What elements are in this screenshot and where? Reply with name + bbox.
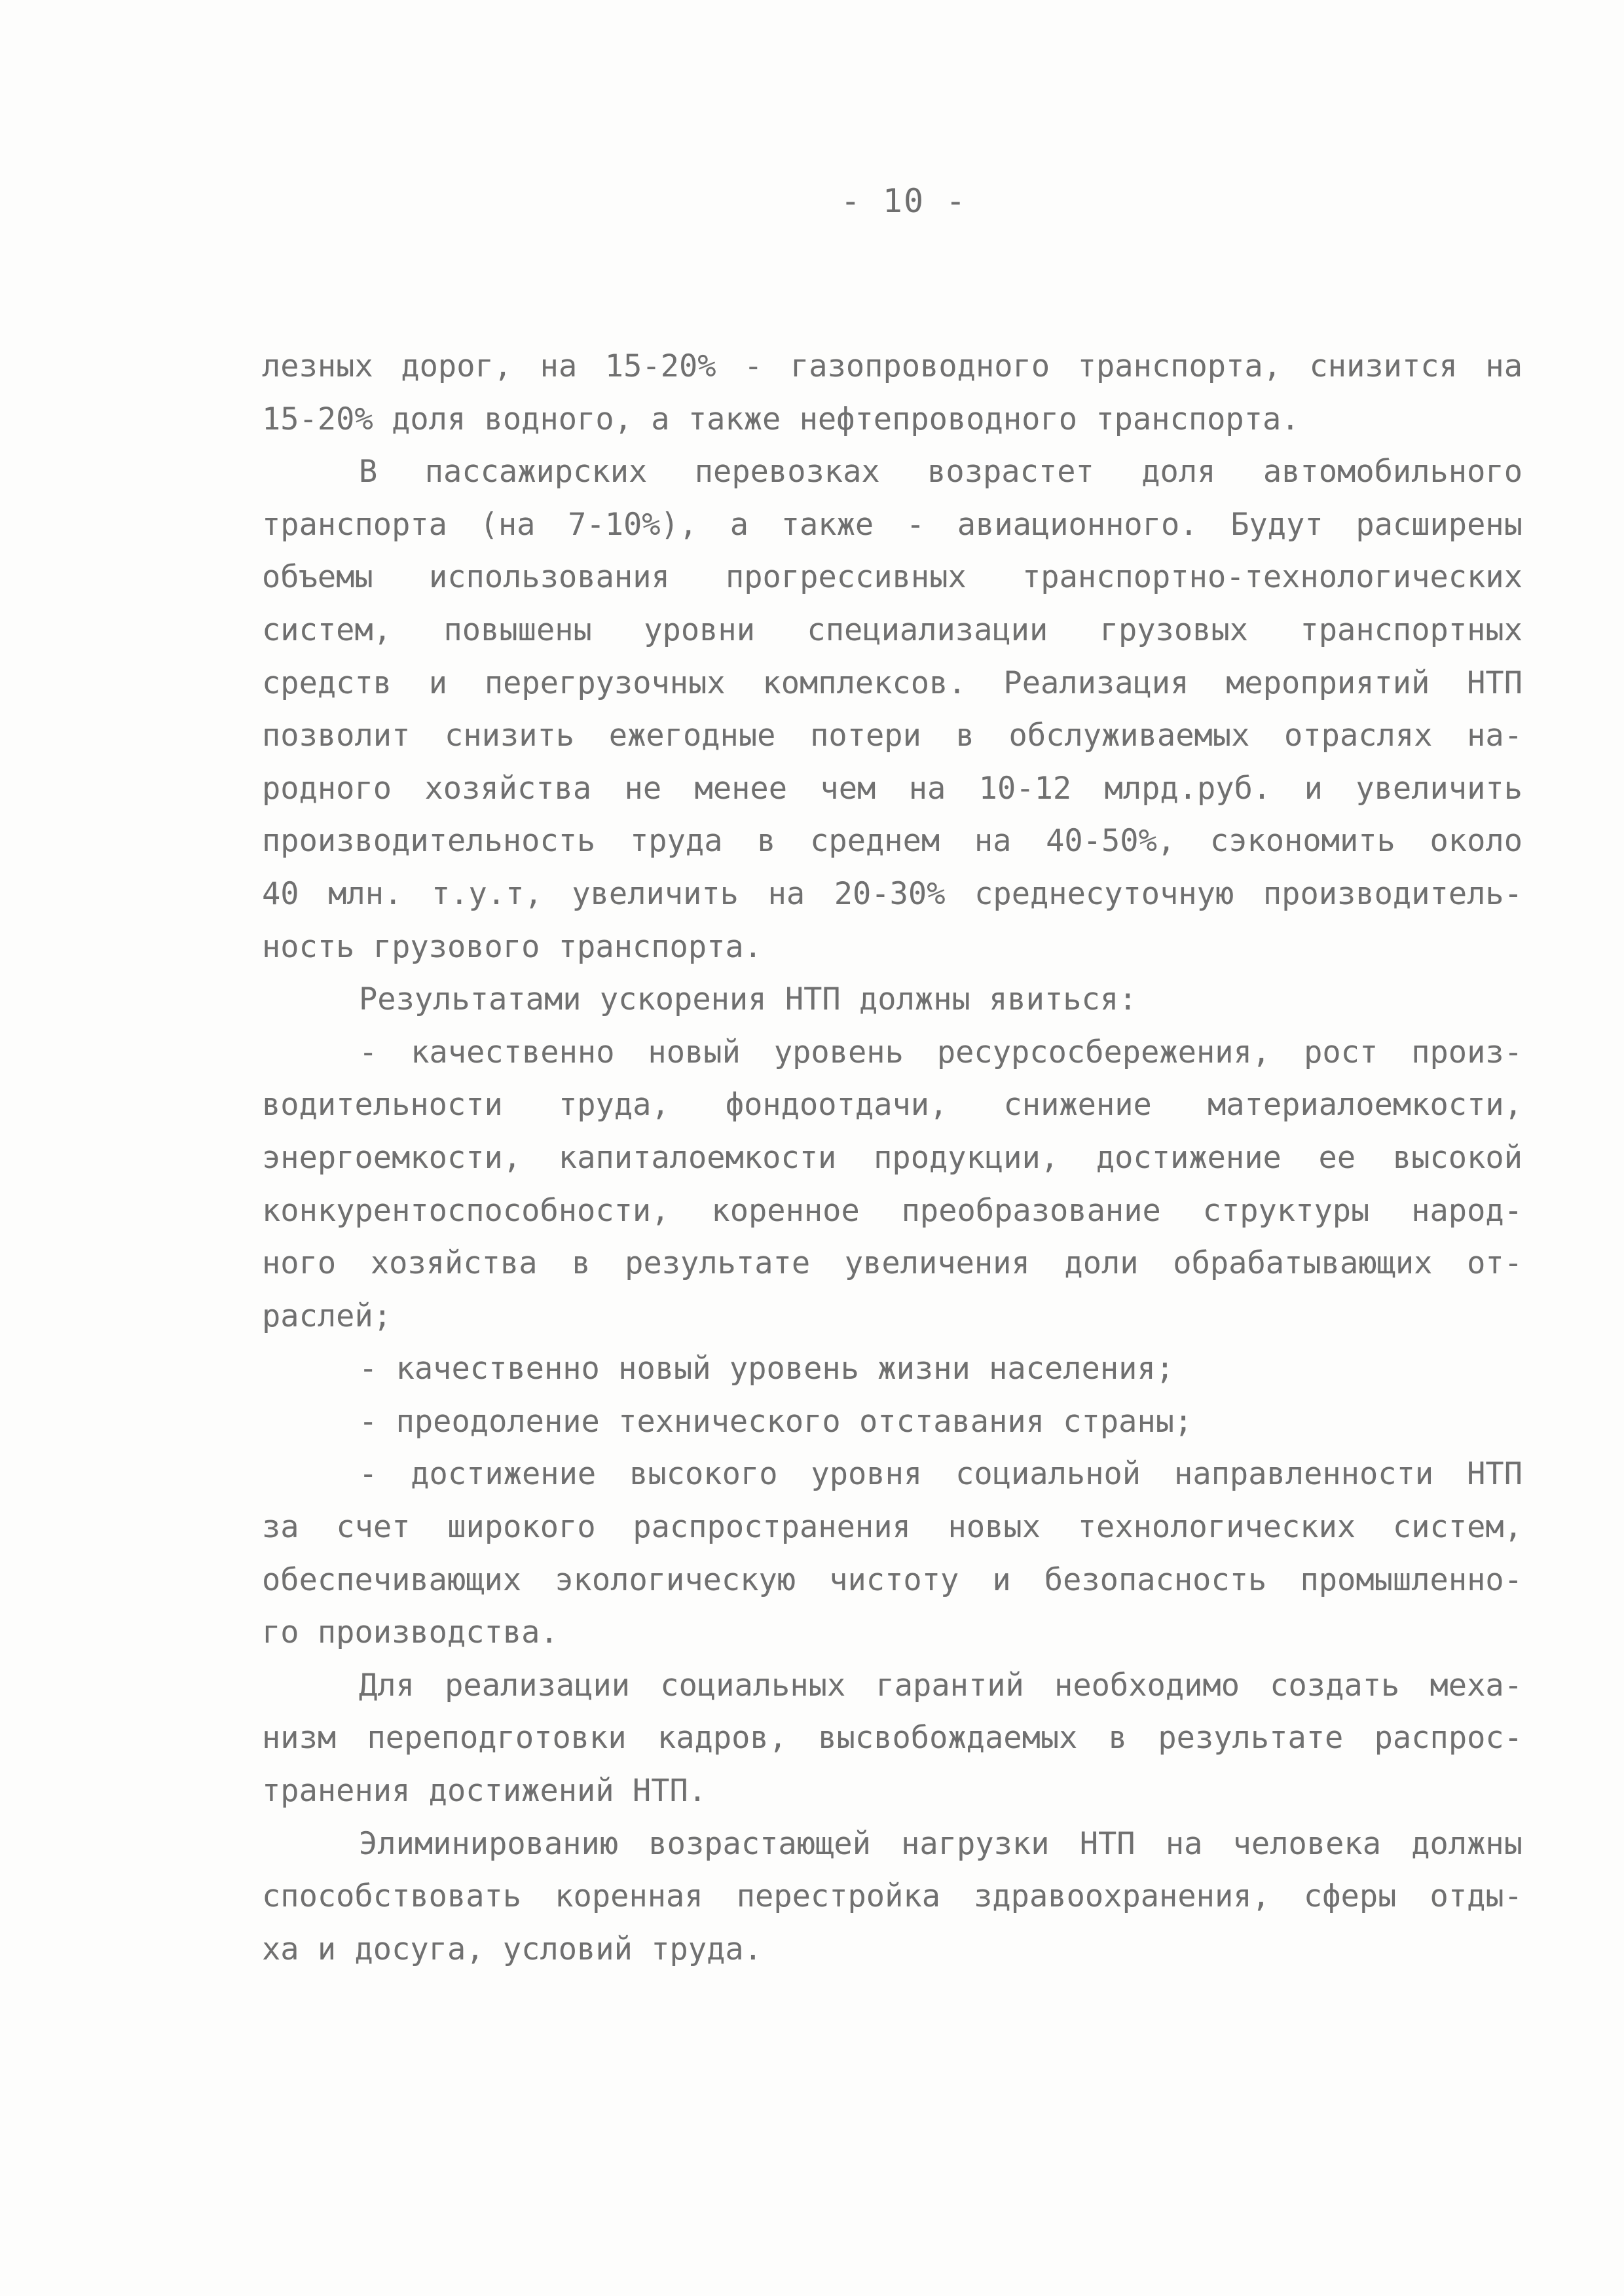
text-line: за счет широкого распространения новых технологических систем,	[262, 1509, 1522, 1546]
text-line: транспорта (на 7-10%), а также - авиационного. Будут расширены	[262, 506, 1522, 543]
text-line: энергоемкости, капиталоемкости продукции, достижение ее высокой	[262, 1139, 1522, 1176]
text-line: средств и перегрузочных комплексов. Реализация мероприятий НТП	[262, 665, 1522, 701]
paragraph-start-line: Результатами ускорения НТП должны явиться:	[359, 981, 1137, 1018]
text-line: производительность труда в среднем на 40-50%, сэкономить около	[262, 823, 1522, 860]
text-line: низм переподготовки кадров, высвобождаемых в результате распрос-	[262, 1720, 1522, 1757]
list-item-line: - качественно новый уровень жизни населения;	[359, 1351, 1175, 1387]
text-line: объемы использования прогрессивных транспортно-технологических	[262, 559, 1522, 596]
text-line: ха и досуга, условий труда.	[262, 1931, 763, 1967]
list-item-line: - преодоление технического отставания страны;	[359, 1403, 1193, 1440]
text-line: раслей;	[262, 1298, 392, 1334]
paragraph-start-line: Элиминированию возрастающей нагрузки НТП на человека должны	[359, 1825, 1522, 1862]
text-line: 15-20% доля водного, а также нефтепроводного транспорта.	[262, 401, 1300, 437]
text-line: позволит снизить ежегодные потери в обслуживаемых отраслях на-	[262, 718, 1522, 754]
text-line: способствовать коренная перестройка здравоохранения, сферы отды-	[262, 1878, 1522, 1915]
text-line: систем, повышены уровни специализации грузовых транспортных	[262, 611, 1522, 648]
list-item-line: - достижение высокого уровня социальной направленности НТП	[359, 1456, 1522, 1493]
text-line: 40 млн. т.у.т, увеличить на 20-30% среднесуточную производитель-	[262, 875, 1522, 912]
paragraph-start-line: Для реализации социальных гарантий необходимо создать меха-	[359, 1667, 1522, 1704]
text-line: водительности труда, фондоотдачи, снижение материалоемкости,	[262, 1087, 1522, 1123]
text-line: конкурентоспособности, коренное преобразование структуры народ-	[262, 1192, 1522, 1229]
list-item-line: - качественно новый уровень ресурсосбережения, рост произ-	[359, 1034, 1522, 1070]
page-number: - 10 -	[840, 182, 967, 220]
text-line: ность грузового транспорта.	[262, 928, 763, 965]
text-line: ного хозяйства в результате увеличения доли обрабатывающих от-	[262, 1245, 1522, 1282]
text-line: лезных дорог, на 15-20% - газопроводного транспорта, снизится на	[262, 348, 1522, 384]
text-line: родного хозяйства не менее чем на 10-12 млрд.руб. и увеличить	[262, 770, 1522, 807]
text-line: обеспечивающих экологическую чистоту и безопасность промышленно-	[262, 1561, 1522, 1598]
text-line: транения достижений НТП.	[262, 1773, 707, 1810]
paragraph-start-line: В пассажирских перевозках возрастет доля автомобильного	[359, 454, 1522, 490]
text-line: го производства.	[262, 1614, 559, 1651]
body-text	[262, 340, 1522, 1976]
